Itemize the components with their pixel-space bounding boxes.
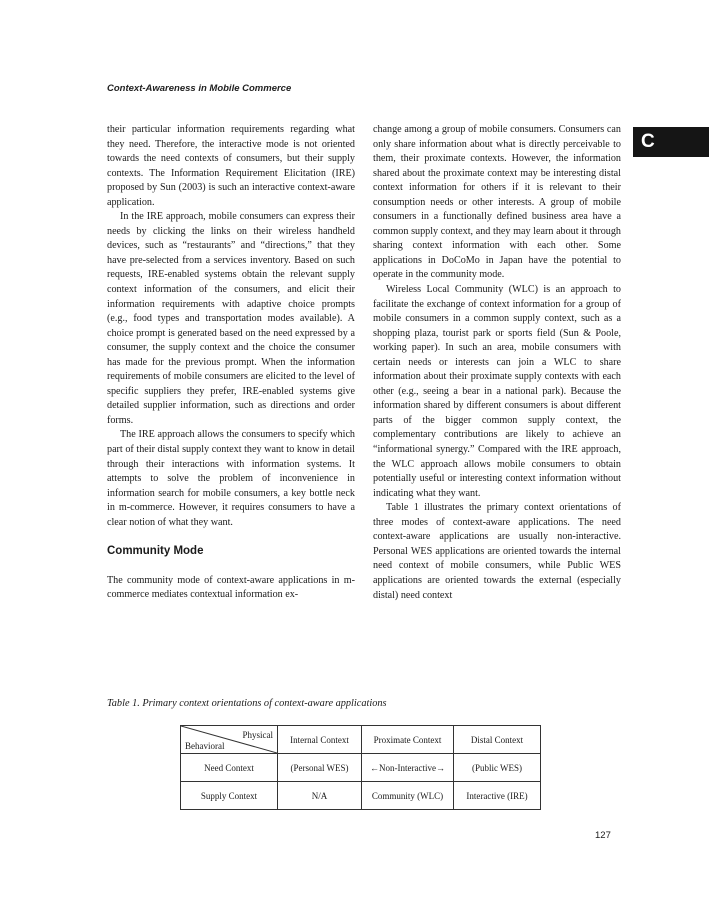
paragraph: change among a group of mobile consumers. Consumers can only share information about what is directly perceivable to them, their proximate contexts. However, the information shared about the proximate context may be interesting distal context information for others if it is relevant to their consumption needs or other interests. A group of mobile consumers in a functionally defined business area have a common supply context, and they may learn about it through sharing context information with each other. Some applications in DoCoMo in Japan have the potential to operate in the community mode.: [373, 124, 621, 281]
context-table: [180, 725, 541, 810]
corner-label-physical: Physical: [242, 730, 273, 740]
table-cell: N/A: [278, 782, 362, 810]
table-row-label: Need Context: [181, 754, 278, 782]
paragraph: The IRE approach allows the consumers to specify which part of their distal supply context they want to know in detail through their interactions with information systems. It attempts to solve the problem of inconvenience in information search for mobile consumers, a key bottle neck in m-commerce. However, it requires consumers to have a clear notion of what they want.: [107, 429, 355, 528]
table-cell: Interactive (IRE): [454, 782, 541, 810]
table-header-cell: Distal Context: [454, 726, 541, 754]
paragraph: In the IRE approach, mobile consumers can express their needs by clicking the links on their wireless handheld devices, such as “restaurants” and “directions,” that they have pre-selected from a services inventory. Based on such requests, IRE-enabled systems obtain the relevant supply context information of the consumers, and elicit their information requirements with adaptive choice prompts (e.g., food types and transportation modes available). A choice prompt is generated based on the need expressed by a consumer, the supply context and the choice the consumer has made for the previous prompt. When the information requirements of mobile consumers are elicited to the level of specific suppliers they prefer, IRE-enabled systems give detailed supplier information, such as directions and order forms.: [107, 211, 355, 426]
table-corner-cell: [181, 726, 278, 754]
paragraph: The community mode of context-aware applications in m-commerce mediates contextual information ex-: [107, 574, 355, 601]
paragraph: Table 1 illustrates the primary context orientations of three modes of context-aware applications. The need context-aware applications are usually non-interactive. Personal WES applications are oriented towards the internal need context of mobile consumers, while Public WES applications are oriented towards the external (especially distal) need context: [373, 502, 621, 601]
left-column: [107, 123, 355, 603]
table-cell: (Personal WES): [278, 754, 362, 782]
table-caption: Table 1. Primary context orientations of context-aware applications: [107, 698, 387, 709]
table-cell: (Public WES): [454, 754, 541, 782]
section-heading: Community Mode: [107, 545, 204, 558]
section-tab: C: [633, 127, 709, 157]
paragraph: their particular information requirements regarding what they need. Therefore, the interactive mode is not oriented towards the need contexts of consumers, but their supply contexts. The Information Requirement Elicitation (IRE) proposed by Sun (2003) is such an interactive context-aware application.: [107, 124, 355, 208]
page-number: 127: [595, 830, 611, 841]
table-row: [181, 782, 541, 810]
table-cell: Community (WLC): [362, 782, 454, 810]
running-header: Context-Awareness in Mobile Commerce: [107, 83, 292, 94]
right-column: [373, 123, 621, 603]
table-cell: ←Non-Interactive→: [362, 754, 454, 782]
table-header-row: [181, 726, 541, 754]
table-row-label: Supply Context: [181, 782, 278, 810]
table-row: [181, 754, 541, 782]
table-header-cell: Internal Context: [278, 726, 362, 754]
table-header-cell: Proximate Context: [362, 726, 454, 754]
corner-label-behavioral: Behavioral: [185, 741, 225, 751]
paragraph: Wireless Local Community (WLC) is an approach to facilitate the exchange of context information for a group of mobile consumers in a common supply context, such as a shopping plaza, tourist park or sports field (Sun & Poole, working paper). In such an area, mobile consumers with certain needs or interests can join a WLC to share information about their proximate supply contexts with each other (e.g., seeing a bear in a national park). Because the information shared by different consumers is about different parts of the bigger common supply context, the complementary contributions are likely to achieve an “informational synergy.” Compared with the IRE approach, the WLC approach allows mobile consumers to obtain potentially useful or interesting context information without indicating what they want.: [373, 284, 621, 499]
